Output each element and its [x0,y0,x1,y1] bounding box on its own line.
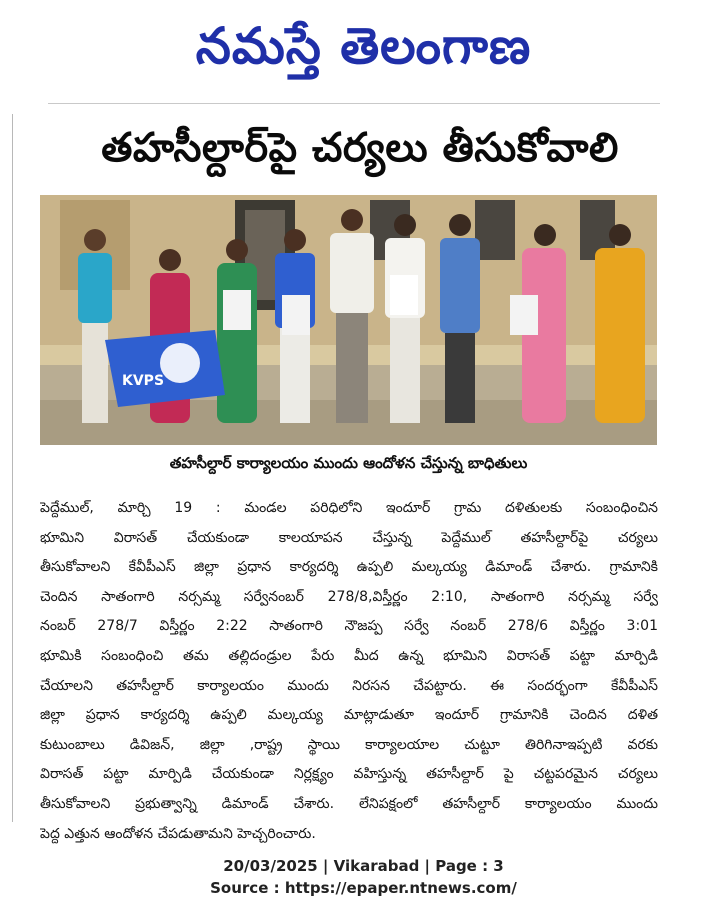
edition-info: 20/03/2025 | Vikarabad | Page : 3 [223,857,504,875]
article-line: తీసుకోవాలని ప్రభుత్వాన్ని డిమాండ్ చేశారు. లేనిపక్షంలో తహసీల్దార్ కార్యాలయం ముందు [40,795,658,812]
person-figure [595,224,645,423]
article-line: కుటుంబాలు డివిజన్, జిల్లా ,రాష్ట్ర స్థాయి కార్యాలయాల చుట్టూ తిరిగినాఇప్పటి వరకు [40,736,658,753]
masthead [0,0,727,92]
article-line: పెద్దేముల్, మార్చి 19 : మండల పరిధిలోని ఇందూర్ గ్రామ దళితులకు సంబంధించిన [40,500,658,516]
column-rule [12,114,13,822]
article-line: విరాసత్ పట్టా మార్పిడి చేయకుండా నిర్లక్ష్యం వహిస్తున్న తహసీల్దార్ పై చట్టపరమైన చర్యలు [40,766,658,783]
person-figure [440,214,480,423]
masthead-divider [48,103,660,104]
person-figure [78,229,112,423]
source-link[interactable]: Source : https://epaper.ntnews.com/ [210,879,517,897]
person-figure [385,214,425,423]
article-headline: తహసీల్దార్‌పై చర్యలు తీసుకోవాలి [101,125,619,171]
banner-text: KVPS [122,373,165,389]
article-line: చెందిన సాతంగారి నర్సమ్మ సర్వేనంబర్ 278/8,విస్తీర్ణం 2:10, సాతంగారి నర్సమ్మ సర్వే [40,588,658,605]
news-photo [40,195,657,445]
article-body [40,494,658,849]
photo-caption: తహసీల్దార్ కార్యాలయం ముందు ఆందోళన చేస్తున్న బాధితులు [169,454,528,472]
person-figure [275,229,315,423]
article-line: తీసుకోవాలని కేవీపీఎస్ జిల్లా ప్రధాన కార్యదర్శి ఉప్పలి మల్కయ్య డిమాండ్ చేశారు. గ్రామానికి [40,559,658,576]
article-line: చేయాలని తహసీల్దార్ కార్యాలయం ముందు నిరసన చేపట్టారు. ఈ సందర్భంగా కేవీపీఎస్ [40,677,658,694]
article-line: నంబర్ 278/7 విస్తీర్ణం 2:22 సాతంగారి నౌజప్ప సర్వే నంబర్ 278/6 విస్తీర్ణం 3:01 [40,618,658,635]
page-footer [0,855,727,899]
person-figure [217,239,257,423]
article-line: జిల్లా ప్రధాన కార్యదర్శి ఉప్పలి మల్కయ్య మాట్లాడుతూ ఇందూర్ గ్రామానికి చెందిన దళిత [40,707,658,724]
kvps-banner [105,330,225,407]
article-line: పెద్ద ఎత్తున ఆందోళన చేపడుతామని హెచ్చరించారు. [40,825,316,842]
article-line: భూమికి సంబంధించి తమ తల్లిదండ్రుల పేరు మీద ఉన్న భూమిని విరాసత్ పట్టా మార్పిడి [40,647,658,664]
newspaper-logo: నమస్తే తెలంగాణ [195,17,532,75]
article-line: భూమిని విరాసత్ చేయకుండా కాలయాపన చేస్తున్న పెద్దేముల్ తహసీల్దార్‌పై చర్యలు [40,529,658,546]
person-figure [330,209,374,423]
